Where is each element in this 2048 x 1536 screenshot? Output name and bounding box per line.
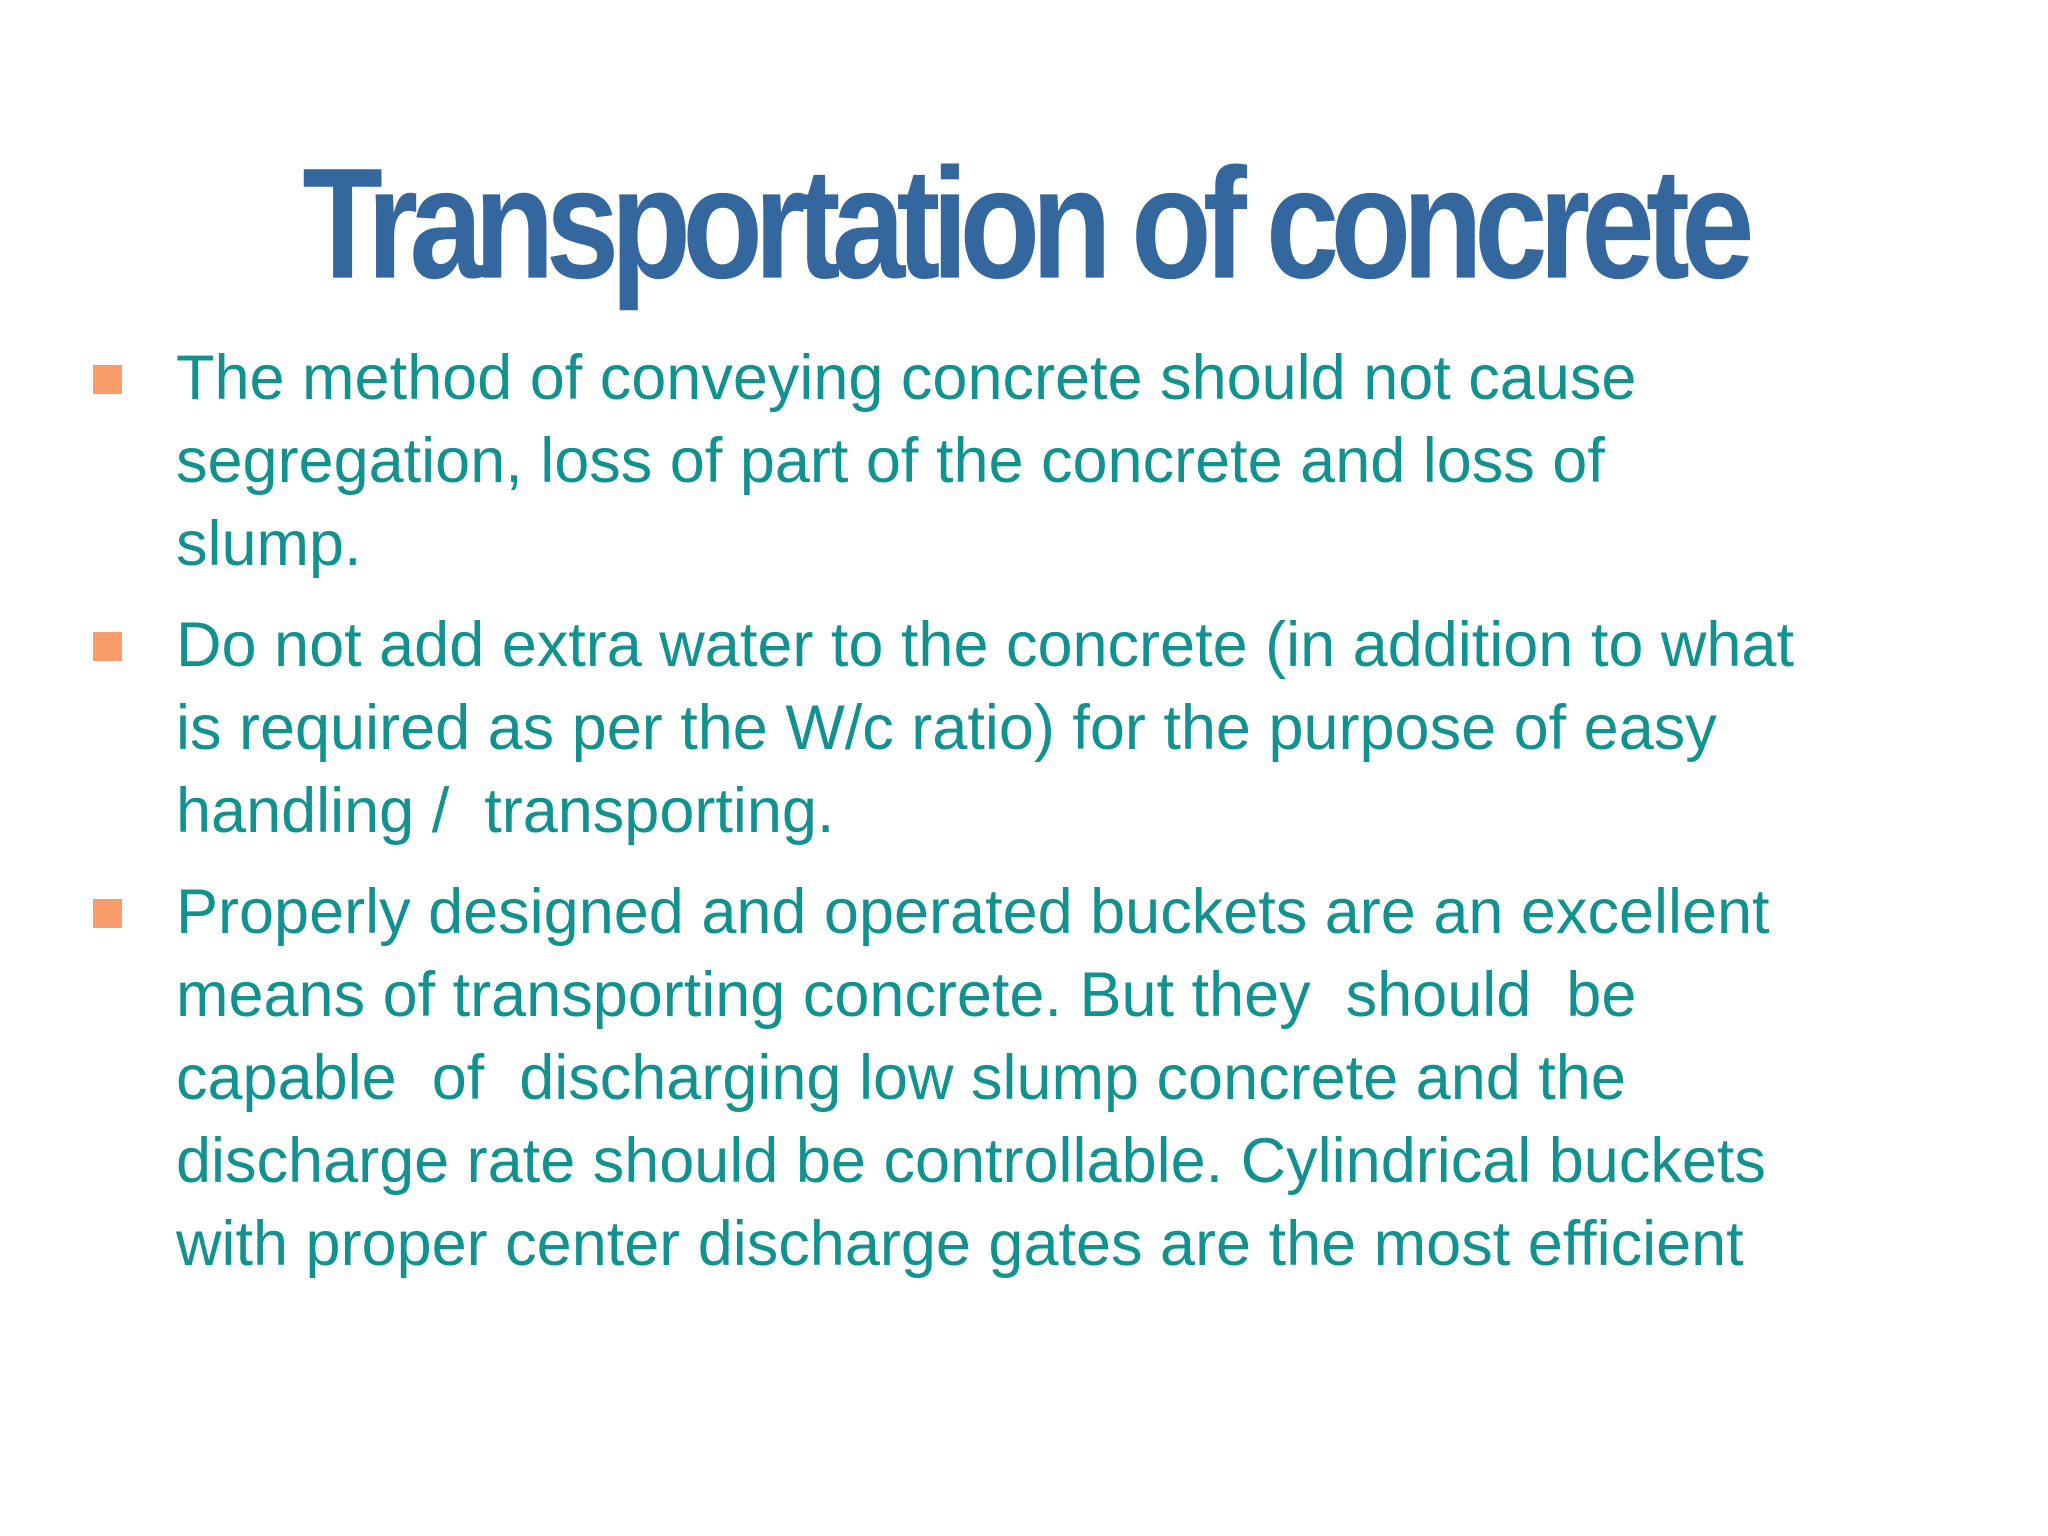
bullet-text-line: Do not add extra water to the concrete (in addition to what (176, 610, 1794, 680)
bullet-text-line: capable of discharging low slump concrete and the (176, 1043, 1626, 1113)
bullet-text-line: with proper center discharge gates are the most efficient (176, 1209, 1744, 1279)
bullet-text-line: The method of conveying concrete should not cause (176, 343, 1637, 413)
slide-title: Transportation of concrete (302, 134, 1746, 312)
bullet-item (0, 871, 2048, 1286)
bullet-item (0, 604, 2048, 853)
bullet-text-line: means of transporting concrete. But they should be (176, 960, 1637, 1030)
bullet-text-line: handling / transporting. (176, 776, 835, 846)
square-bullet-icon (93, 899, 122, 928)
bullet-text-line: segregation, loss of part of the concrete and loss of (176, 426, 1605, 496)
square-bullet-icon (93, 365, 122, 394)
bullet-text-line: discharge rate should be controllable. Cylindrical buckets (176, 1126, 1766, 1196)
bullet-text-line: slump. (176, 509, 362, 579)
bullet-item (0, 337, 2048, 586)
bullet-text-line: is required as per the W/c ratio) for the purpose of easy (176, 693, 1717, 763)
square-bullet-icon (93, 632, 122, 661)
bullet-text-line: Properly designed and operated buckets are an excellent (176, 877, 1770, 947)
bullet-list (0, 337, 2048, 1304)
